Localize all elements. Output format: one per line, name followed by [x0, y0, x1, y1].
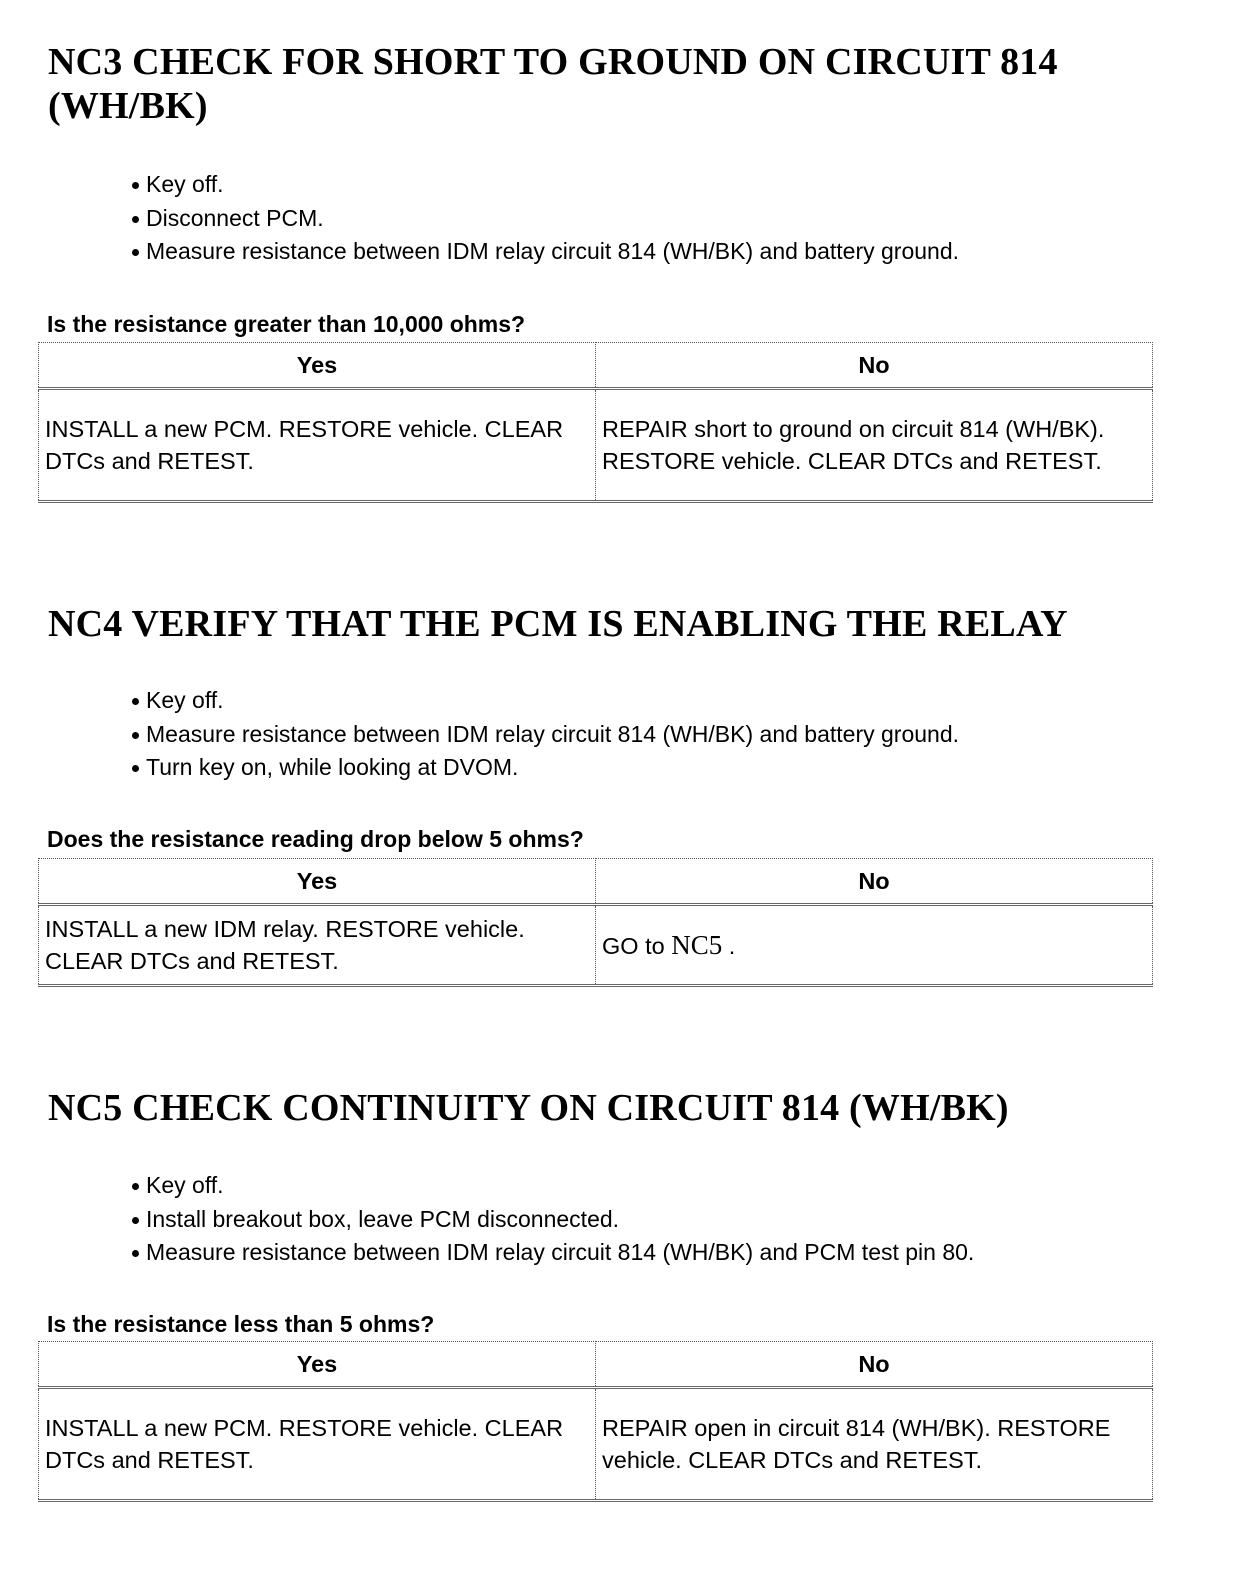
- yes-header: Yes: [39, 343, 596, 389]
- step-item: Measure resistance between IDM relay circuit 814 (WH/BK) and PCM test pin 80.: [130, 1236, 974, 1270]
- step-item: Turn key on, while looking at DVOM.: [130, 751, 959, 785]
- result-table-nc3: [38, 342, 1153, 503]
- step-item: Measure resistance between IDM relay circuit 814 (WH/BK) and battery ground.: [130, 235, 959, 269]
- step-item: Disconnect PCM.: [130, 202, 959, 236]
- step-item: Key off.: [130, 1169, 974, 1203]
- yes-header: Yes: [39, 859, 596, 905]
- no-cell: REPAIR short to ground on circuit 814 (WH/BK). RESTORE vehicle. CLEAR DTCs and RETEST.: [596, 389, 1153, 502]
- no-cell: REPAIR open in circuit 814 (WH/BK). RESTORE vehicle. CLEAR DTCs and RETEST.: [596, 1388, 1153, 1501]
- yes-cell: INSTALL a new IDM relay. RESTORE vehicle. CLEAR DTCs and RETEST.: [39, 905, 596, 986]
- step-item: Measure resistance between IDM relay circuit 814 (WH/BK) and battery ground.: [130, 718, 959, 752]
- no-header: No: [596, 343, 1153, 389]
- go-to-suffix: .: [728, 932, 736, 959]
- nc5-link[interactable]: NC5: [671, 929, 723, 960]
- question-nc3: Is the resistance greater than 10,000 ohms?: [47, 311, 526, 337]
- question-nc5: Is the resistance less than 5 ohms?: [47, 1311, 435, 1337]
- step-item: Key off.: [130, 684, 959, 718]
- yes-cell: INSTALL a new PCM. RESTORE vehicle. CLEAR DTCs and RETEST.: [39, 389, 596, 502]
- result-table-nc4: [38, 858, 1153, 987]
- yes-header: Yes: [39, 1342, 596, 1388]
- result-table-nc5: [38, 1341, 1153, 1502]
- no-header: No: [596, 859, 1153, 905]
- no-cell: [596, 905, 1153, 986]
- go-to-prefix: GO to: [602, 932, 665, 959]
- step-item: Key off.: [130, 168, 959, 202]
- section-title-nc5: NC5 CHECK CONTINUITY ON CIRCUIT 814 (WH/BK): [48, 1087, 1009, 1129]
- step-list-nc3: [130, 168, 959, 269]
- question-nc4: Does the resistance reading drop below 5 ohms?: [47, 826, 584, 852]
- step-list-nc4: [130, 684, 959, 785]
- step-item: Install breakout box, leave PCM disconnected.: [130, 1203, 974, 1237]
- step-list-nc5: [130, 1169, 974, 1270]
- section-title-nc3: NC3 CHECK FOR SHORT TO GROUND ON CIRCUIT 814 (WH/BK): [48, 41, 1058, 127]
- no-header: No: [596, 1342, 1153, 1388]
- yes-cell: INSTALL a new PCM. RESTORE vehicle. CLEAR DTCs and RETEST.: [39, 1388, 596, 1501]
- section-title-nc4: NC4 VERIFY THAT THE PCM IS ENABLING THE RELAY: [48, 603, 1068, 645]
